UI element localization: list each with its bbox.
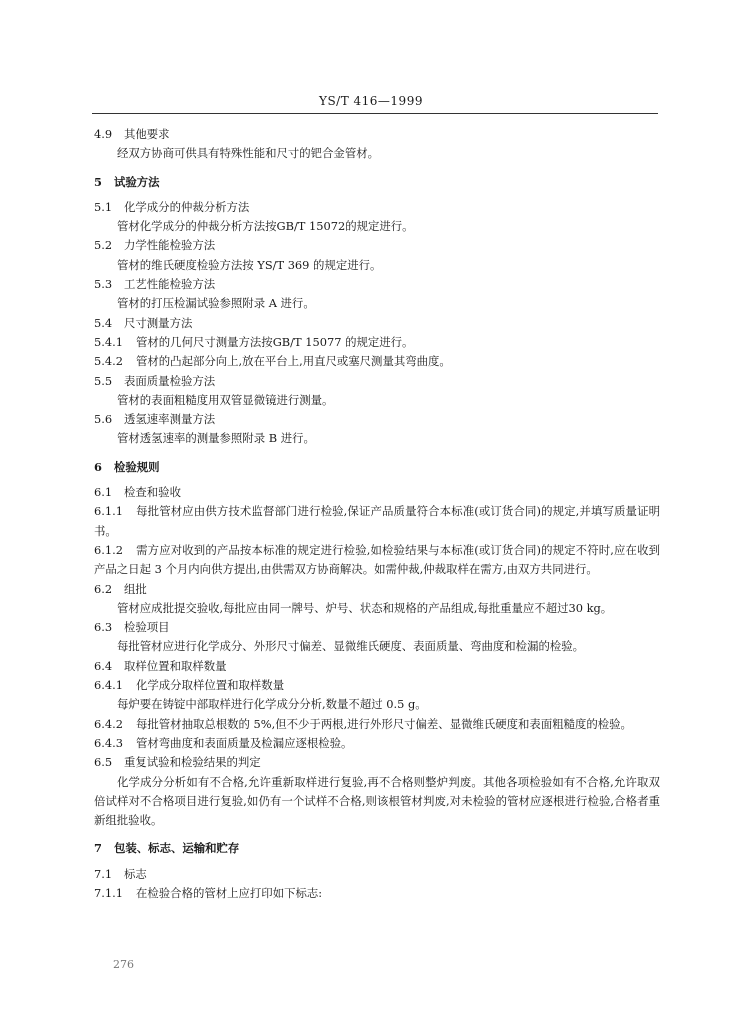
body-text: 管材的维氏硬度检验方法按 YS/T 369 的规定进行。 bbox=[117, 257, 382, 272]
clause-number: 5.4 bbox=[94, 315, 113, 330]
clause bbox=[94, 314, 660, 333]
clause bbox=[94, 125, 660, 144]
clause-text: 重复试验和检验结果的判定 bbox=[124, 755, 261, 770]
clause bbox=[94, 618, 660, 637]
body-text: 管材透氢速率的测量参照附录 B 进行。 bbox=[117, 431, 315, 446]
chapter-number: 5 bbox=[94, 174, 102, 189]
body-paragraph bbox=[94, 256, 660, 275]
clause bbox=[94, 236, 660, 255]
clause-number: 7.1 bbox=[94, 866, 113, 881]
body-text: 每批管材应进行化学成分、外形尺寸偏差、显微维氏硬度、表面质量、弯曲度和检漏的检验。 bbox=[117, 639, 585, 654]
clause-text: 标志 bbox=[124, 866, 147, 881]
clause-text: 表面质量检验方法 bbox=[124, 373, 216, 388]
clause-number: 6.4.2 bbox=[94, 716, 123, 731]
clause-text: 每批管材抽取总根数的 5%,但不少于两根,进行外形尺寸偏差、显微维氏硬度和表面粗糙度的检验。 bbox=[136, 716, 632, 731]
body-paragraph bbox=[94, 695, 660, 714]
body-text: 每炉要在铸锭中部取样进行化学成分分析,数量不超过 0.5 g。 bbox=[117, 697, 427, 712]
clause-number: 6.1.1 bbox=[94, 504, 123, 519]
body-text: 管材化学成分的仲裁分析方法按GB/T 15072的规定进行。 bbox=[117, 219, 414, 234]
clause-text: 检查和验收 bbox=[124, 485, 181, 500]
body-text: 管材的表面粗糙度用双管显微镜进行测量。 bbox=[117, 392, 334, 407]
clause bbox=[94, 676, 660, 695]
clause-text: 每批管材应由供方技术监督部门进行检验,保证产品质量符合本标准(或订货合同)的规定,并填写质量证明书。 bbox=[94, 504, 660, 538]
chapter-title: 检验规则 bbox=[114, 459, 160, 474]
body-paragraph bbox=[94, 637, 660, 656]
clause-number: 4.9 bbox=[94, 127, 113, 141]
clause-text: 工艺性能检验方法 bbox=[124, 277, 216, 292]
chapter-number: 7 bbox=[94, 841, 102, 856]
chapter-title: 包装、标志、运输和贮存 bbox=[114, 841, 240, 856]
chapter-heading bbox=[94, 173, 660, 192]
clause-text: 组批 bbox=[124, 581, 147, 596]
clause-number: 5.6 bbox=[94, 412, 113, 427]
clause bbox=[94, 410, 660, 429]
clause bbox=[94, 865, 660, 884]
body-paragraph bbox=[94, 391, 660, 410]
standard-header: YS/T 416—1999 bbox=[319, 94, 423, 108]
clause bbox=[94, 483, 660, 502]
body-paragraph bbox=[94, 144, 660, 163]
clause-text: 在检验合格的管材上应打印如下标志: bbox=[136, 885, 323, 900]
clause-number: 6.4 bbox=[94, 658, 113, 673]
chapter-number: 6 bbox=[94, 459, 102, 474]
header-rule bbox=[92, 113, 658, 114]
clause-number: 6.5 bbox=[94, 755, 113, 770]
clause-text: 化学成分的仲裁分析方法 bbox=[124, 199, 250, 214]
clause-text: 化学成分取样位置和取样数量 bbox=[136, 678, 285, 693]
page-number: 276 bbox=[113, 958, 134, 971]
clause bbox=[94, 198, 660, 217]
clause-text: 管材弯曲度和表面质量及检漏应逐根检验。 bbox=[136, 735, 353, 750]
clause bbox=[94, 541, 660, 580]
clause bbox=[94, 580, 660, 599]
clause bbox=[94, 753, 660, 772]
clause bbox=[94, 657, 660, 676]
clause-text: 管材的凸起部分向上,放在平台上,用直尺或塞尺测量其弯曲度。 bbox=[136, 354, 451, 369]
clause-text: 管材的几何尺寸测量方法按GB/T 15077 的规定进行。 bbox=[136, 334, 414, 349]
clause-text: 透氢速率测量方法 bbox=[124, 412, 216, 427]
body-paragraph bbox=[94, 294, 660, 313]
clause-text: 其他要求 bbox=[124, 127, 170, 141]
clause-number: 5.2 bbox=[94, 238, 113, 253]
clause-number: 5.3 bbox=[94, 277, 113, 292]
clause bbox=[94, 734, 660, 753]
clause-number: 6.4.1 bbox=[94, 678, 123, 693]
clause-number: 7.1.1 bbox=[94, 885, 123, 900]
clause bbox=[94, 352, 660, 371]
clause-number: 6.4.3 bbox=[94, 735, 123, 750]
clause-number: 5.5 bbox=[94, 373, 113, 388]
body-paragraph bbox=[94, 773, 660, 831]
body-text: 化学成分分析如有不合格,允许重新取样进行复验,再不合格则整炉判废。其他各项检验如有不合格,允许取双倍试样对不合格项目进行复验,如仍有一个试样不合格,则该根管材判废,对未检验的管材应逐根进行检验,合格者重新组批验收。 bbox=[94, 774, 660, 828]
clause-text: 检验项目 bbox=[124, 620, 170, 635]
chapter-heading bbox=[94, 839, 660, 858]
clause bbox=[94, 715, 660, 734]
body-text: 管材应成批提交验收,每批应由同一牌号、炉号、状态和规格的产品组成,每批重量应不超过30 kg。 bbox=[117, 600, 613, 615]
clause bbox=[94, 372, 660, 391]
clause-text: 取样位置和取样数量 bbox=[124, 658, 227, 673]
clause-text: 尺寸测量方法 bbox=[124, 315, 193, 330]
clause-number: 6.1 bbox=[94, 485, 113, 500]
chapter-heading bbox=[94, 458, 660, 477]
clause-number: 5.4.1 bbox=[94, 334, 123, 349]
body-paragraph bbox=[94, 217, 660, 236]
body-paragraph bbox=[94, 429, 660, 448]
clause-text: 需方应对收到的产品按本标准的规定进行检验,如检验结果与本标准(或订货合同)的规定不符时,应在收到产品之日起 3 个月内向供方提出,由供需双方协商解决。如需仲裁,仲裁取样在需方,由双方共同进行。 bbox=[94, 542, 660, 577]
clause bbox=[94, 884, 660, 903]
clause-number: 5.1 bbox=[94, 199, 113, 214]
chapter-title: 试验方法 bbox=[114, 174, 160, 189]
document-body bbox=[94, 125, 660, 903]
clause-number: 6.2 bbox=[94, 581, 113, 596]
clause-number: 6.3 bbox=[94, 620, 113, 635]
clause-number: 6.1.2 bbox=[94, 542, 123, 557]
body-text: 经双方协商可供具有特殊性能和尺寸的钯合金管材。 bbox=[117, 146, 379, 161]
clause-text: 力学性能检验方法 bbox=[124, 238, 216, 253]
clause bbox=[94, 502, 660, 541]
clause bbox=[94, 275, 660, 294]
body-text: 管材的打压检漏试验参照附录 A 进行。 bbox=[117, 296, 315, 311]
body-paragraph bbox=[94, 599, 660, 618]
clause-number: 5.4.2 bbox=[94, 354, 123, 369]
clause bbox=[94, 333, 660, 352]
